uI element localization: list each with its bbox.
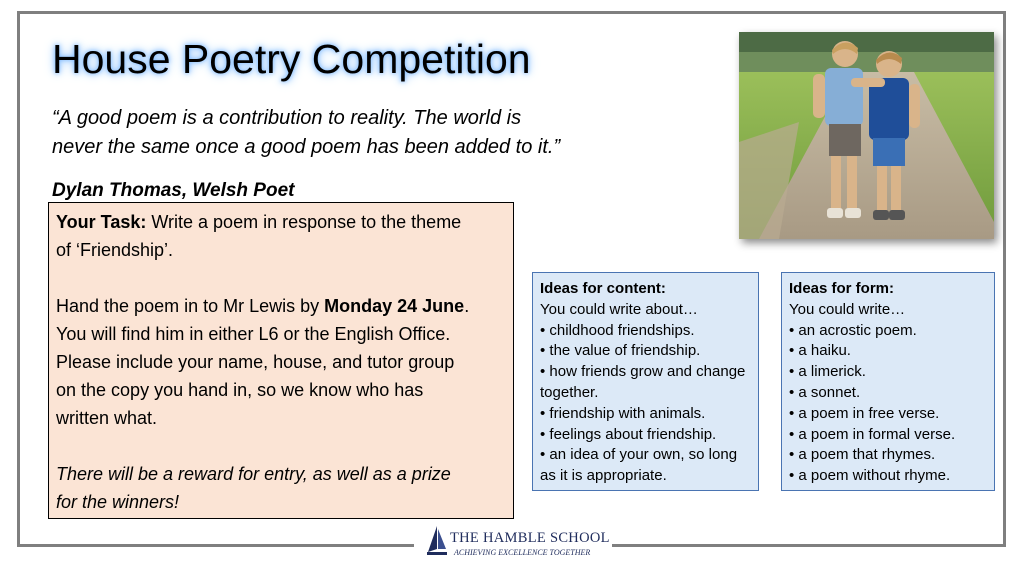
two-boys-walking-photo — [739, 32, 994, 239]
include-line-1: Please include your name, house, and tutor group — [56, 352, 455, 372]
sail-logo-icon — [426, 525, 448, 557]
spacer — [56, 264, 505, 292]
page-title: House Poetry Competition — [52, 36, 531, 82]
spacer — [56, 432, 505, 460]
list-item: • a poem that rhymes. — [789, 445, 988, 466]
ideas-form-box — [781, 272, 995, 491]
ideas-form-list — [789, 321, 988, 487]
hand-in-prefix: Hand the poem in to Mr Lewis by — [56, 296, 325, 316]
quote — [52, 104, 652, 162]
list-item: • an idea of your own, so long as it is appropriate. — [540, 445, 752, 487]
school-logo — [414, 525, 612, 561]
list-item: • how friends grow and change together. — [540, 362, 752, 404]
ideas-form-intro: You could write… — [789, 300, 906, 318]
ideas-content-heading: Ideas for content: — [540, 280, 666, 297]
list-item: • feelings about friendship. — [540, 425, 752, 446]
list-item: • a poem without rhyme. — [789, 466, 988, 487]
list-item: • a sonnet. — [789, 383, 988, 404]
task-box — [48, 202, 514, 519]
include-line-2: on the copy you hand in, so we know who has — [56, 380, 424, 400]
task-line-1: Write a poem in response to the theme — [146, 212, 462, 232]
photo-illustration — [739, 32, 994, 239]
ideas-content-box — [532, 272, 759, 491]
list-item: • a limerick. — [789, 362, 988, 383]
reward-line-1: There will be a reward for entry, as well as a prize — [56, 464, 451, 484]
hand-in-suffix: . — [464, 296, 470, 316]
list-item: • an acrostic poem. — [789, 321, 988, 342]
quote-line-1: “A good poem is a contribution to reality. The world is — [52, 107, 522, 129]
include-line-3: written what. — [56, 408, 158, 428]
list-item: • friendship with animals. — [540, 404, 752, 425]
task-label: Your Task: — [56, 212, 147, 232]
school-name: THE HAMBLE SCHOOL — [450, 530, 610, 546]
list-item: • the value of friendship. — [540, 341, 752, 362]
quote-line-2: never the same once a good poem has been added to it.” — [52, 136, 561, 158]
list-item: • childhood friendships. — [540, 321, 752, 342]
ideas-form-heading: Ideas for form: — [789, 280, 895, 297]
location-line: You will find him in either L6 or the English Office. — [56, 324, 451, 344]
deadline: Monday 24 June — [324, 296, 465, 316]
hand-in-line — [56, 292, 505, 320]
list-item: • a poem in formal verse. — [789, 425, 988, 446]
ideas-content-list — [540, 321, 752, 487]
quote-author: Dylan Thomas, Welsh Poet — [52, 180, 295, 201]
reward-line-2: for the winners! — [56, 492, 180, 512]
task-intro — [56, 208, 505, 236]
list-item: • a poem in free verse. — [789, 404, 988, 425]
task-line-2: of ‘Friendship’. — [56, 240, 174, 260]
school-tagline: ACHIEVING EXCELLENCE TOGETHER — [454, 548, 591, 557]
list-item: • a haiku. — [789, 341, 988, 362]
ideas-content-intro: You could write about… — [540, 300, 698, 318]
